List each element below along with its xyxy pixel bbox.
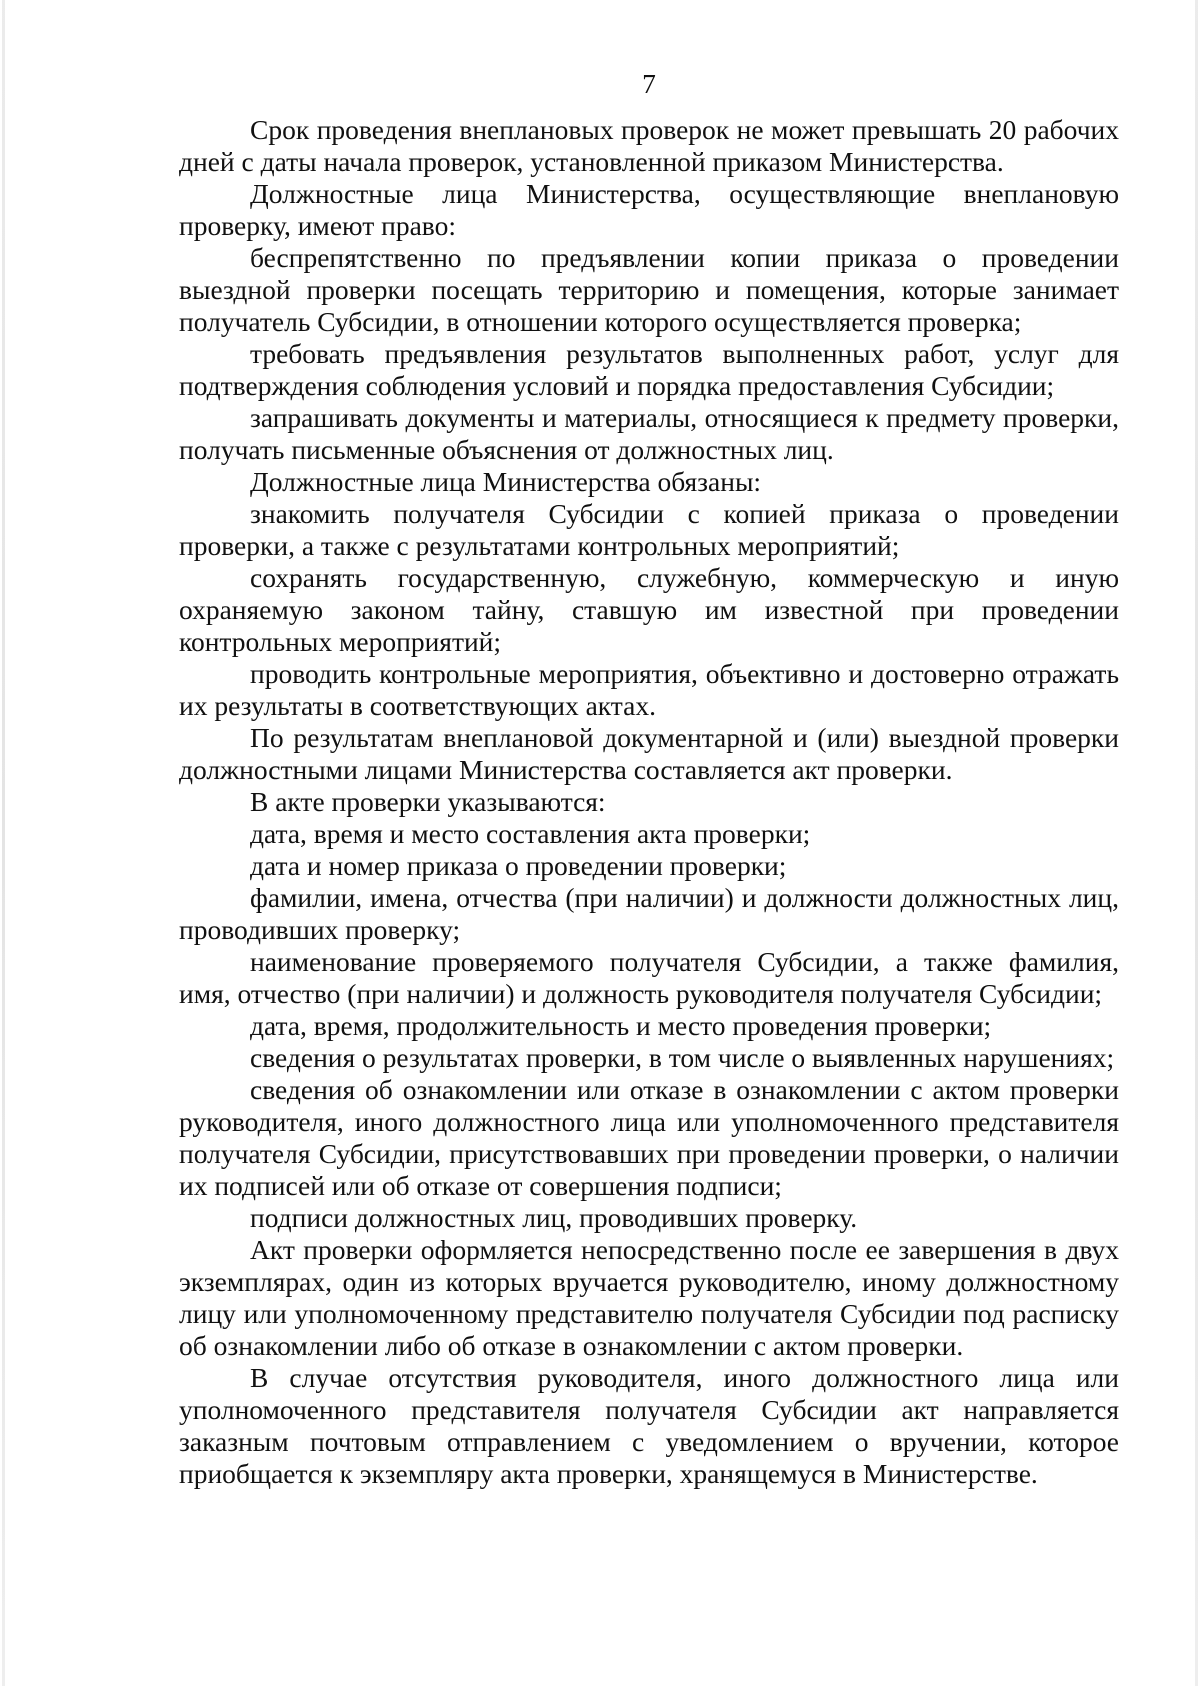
paragraph-right-visit: беспрепятственно по предъявлении копии приказа о проведении выездной проверки посещать территорию и помещения, которые занимает получатель Субсидии, в отношении которого осуществляется проверка; xyxy=(179,242,1119,337)
paragraph-act-signatures: подписи должностных лиц, проводивших проверку. xyxy=(250,1202,858,1233)
paragraph-officials-rights-intro: Должностные лица Министерства, осуществляющие внеплановую проверку, имеют право: xyxy=(179,178,1119,241)
paragraph-duty-acquaint: знакомить получателя Субсидии с копией приказа о проведении проверки, а также с результатами контрольных мероприятий; xyxy=(179,498,1119,561)
paragraph-right-documents: запрашивать документы и материалы, относящиеся к предмету проверки, получать письменные объяснения от должностных лиц. xyxy=(179,402,1119,465)
paragraph-act-acquaintance: сведения об ознакомлении или отказе в ознакомлении с актом проверки руководителя, иного должностного лица или уполномоченного представителя получателя Субсидии, присутствовавших при проведении проверки, о наличии их подписей или об отказе от совершения подписи; xyxy=(179,1074,1119,1201)
scan-edge-right xyxy=(1195,0,1198,1686)
paragraph-act-date-place: дата, время и место составления акта проверки; xyxy=(250,818,811,849)
paragraph-act-duration: дата, время, продолжительность и место проведения проверки; xyxy=(250,1010,992,1041)
document-page xyxy=(179,0,1119,1490)
scan-edge-left xyxy=(2,0,5,1686)
paragraph-act-execution: Акт проверки оформляется непосредственно после ее завершения в двух экземплярах, один из которых вручается руководителю, иному должностному лицу или уполномоченному представителю получателя Субсидии под расписку об ознакомлении либо об отказе в ознакомлении с актом проверки. xyxy=(179,1234,1119,1361)
paragraph-act-mailing: В случае отсутствия руководителя, иного должностного лица или уполномоченного представителя получателя Субсидии акт направляется заказным почтовым отправлением с уведомлением о вручении, которое приобщается к экземпляру акта проверки, хранящемуся в Министерстве. xyxy=(179,1362,1119,1489)
paragraph-officials-duties-intro: Должностные лица Министерства обязаны: xyxy=(250,466,762,497)
document-body xyxy=(179,114,1119,1490)
paragraph-duty-objective: проводить контрольные мероприятия, объективно и достоверно отражать их результаты в соответствующих актах. xyxy=(179,658,1119,721)
paragraph-duty-secrecy: сохранять государственную, служебную, коммерческую и иную охраняемую законом тайну, ставшую им известной при проведении контрольных мероприятий; xyxy=(179,562,1119,657)
paragraph-act-contents-intro: В акте проверки указываются: xyxy=(250,786,606,817)
paragraph-act-officials: фамилии, имена, отчества (при наличии) и должности должностных лиц, проводивших проверку; xyxy=(179,882,1119,945)
page-number: 7 xyxy=(642,68,656,99)
paragraph-inspection-term: Срок проведения внеплановых проверок не может превышать 20 рабочих дней с даты начала проверок, установленной приказом Министерства. xyxy=(179,114,1119,177)
paragraph-act-results: сведения о результатах проверки, в том числе о выявленных нарушениях; xyxy=(250,1042,1115,1073)
paragraph-right-results: требовать предъявления результатов выполненных работ, услуг для подтверждения соблюдения условий и порядка предоставления Субсидии; xyxy=(179,338,1119,401)
paragraph-act-recipient: наименование проверяемого получателя Субсидии, а также фамилия, имя, отчество (при наличии) и должность руководителя получателя Субсидии; xyxy=(179,946,1119,1009)
paragraph-act-order: дата и номер приказа о проведении проверки; xyxy=(250,850,787,881)
paragraph-act-compiled: По результатам внеплановой документарной и (или) выездной проверки должностными лицами Министерства составляется акт проверки. xyxy=(179,722,1119,785)
